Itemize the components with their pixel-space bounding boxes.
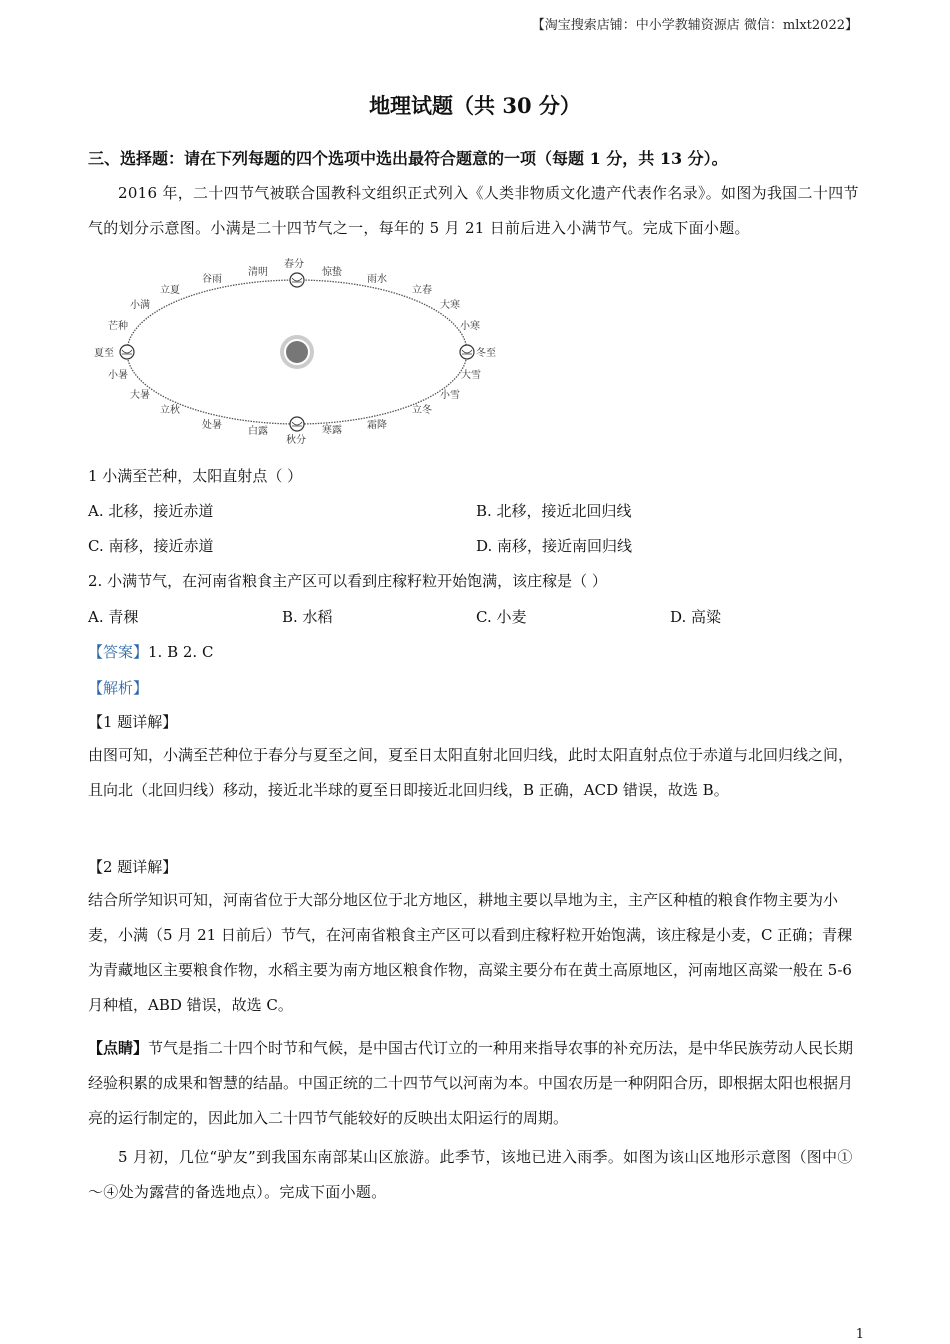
term-label-guyu: 谷雨 — [202, 274, 222, 285]
page-number: 1 — [855, 1327, 864, 1342]
detail-2-text: 结合所学知识可知，河南省位于大部分地区位于北方地区，耕地主要以旱地为主，主产区种植的粮食作物主要为小麦，小满（5 月 21 日前后）节气，在河南省粮食主产区可以看到庄稼籽粒开始饱满，该庄稼是小麦，C 正确；青稞为青藏地区主要粮食作物，水稻主要为南方地区粮食作物，高粱主要分布在黄土高原地区，河南地区高粱一般在 5-6 月种植，ABD 错误，故选 C。 — [88, 891, 853, 1014]
question-2-stem: 2. 小满节气，在河南省粮食主产区可以看到庄稼籽粒开始饱满，该庄稼是（ ） — [88, 572, 607, 590]
q1-option-c: C. 南移，接近赤道 — [88, 537, 214, 555]
detail-1-tag: 【1 题详解】 — [88, 713, 178, 731]
answer-line — [88, 641, 213, 662]
q2-option-d: D. 高粱 — [670, 608, 722, 626]
q2-option-b: B. 水稻 — [282, 608, 333, 626]
detail-1-text: 由图可知，小满至芒种位于春分与夏至之间，夏至日太阳直射北回归线，此时太阳直射点位于赤道与北回归线之间，且向北（北回归线）移动，接近北半球的夏至日即接近北回归线，B 正确，ACD 错误，故选 B。 — [88, 746, 854, 799]
term-label-xiaoshu: 小暑 — [108, 370, 128, 381]
tip-tag: 【点睛】 — [88, 1039, 149, 1057]
answer-tag: 【答案】 — [88, 643, 149, 661]
term-label-liqiu: 立秋 — [160, 405, 180, 416]
term-label-daxue: 大雪 — [461, 370, 481, 381]
page-title: 地理试题（共 30 分） — [369, 93, 581, 118]
term-label-lichun: 立春 — [412, 285, 432, 296]
term-label-shuangjiang: 霜降 — [367, 420, 387, 431]
q1-option-b: B. 北移，接近北回归线 — [476, 502, 632, 520]
section-heading: 三、选择题：请在下列每题的四个选项中选出最符合题意的一项（每题 1 分，共 13 分）。 — [88, 149, 728, 168]
tip-text: 节气是指二十四个时节和气候，是中国古代订立的一种用来指导农事的补充历法，是中华民族劳动人民长期经验积累的成果和智慧的结晶。中国正统的二十四节气以河南为本。中国农历是一种阴阳合历，即根据太阳也根据月亮的运行制定的，因此加入二十四节气能较好的反映出太阳运行的周期。 — [88, 1039, 854, 1127]
term-label-xiaohan: 小寒 — [460, 321, 480, 332]
term-label-mangzhong: 芒种 — [108, 321, 128, 332]
term-label-xiaoman: 小满 — [130, 300, 150, 311]
q1-option-a: A. 北移，接近赤道 — [88, 502, 214, 520]
solar-terms-svg — [88, 256, 500, 450]
earth-icon-autumn — [290, 417, 304, 431]
term-label-lidong: 立冬 — [412, 405, 432, 416]
solar-terms-diagram — [88, 256, 500, 450]
earth-icon-spring — [290, 273, 304, 287]
term-label-qingming: 清明 — [248, 267, 268, 278]
sun-icon — [286, 341, 308, 363]
earth-icon-winter — [460, 345, 474, 359]
term-label-chunfen: 春分 — [284, 259, 304, 270]
intro-paragraph: 2016 年，二十四节气被联合国教科文组织正式列入《人类非物质文化遗产代表作名录》。如图为我国二十四节气的划分示意图。小满是二十四节气之一，每年的 5 月 21 日前后进入小满节气。完成下面小题。 — [88, 184, 859, 237]
term-label-lixia: 立夏 — [160, 285, 180, 296]
term-label-hanlu: 寒露 — [322, 425, 342, 436]
term-label-jingzhe: 惊蛰 — [322, 267, 342, 278]
detail-2-tag: 【2 题详解】 — [88, 858, 178, 876]
term-label-yushui: 雨水 — [367, 274, 387, 285]
term-label-bailu: 白露 — [248, 426, 268, 437]
tip-paragraph — [88, 1031, 863, 1136]
term-label-xiazhi: 夏至 — [94, 348, 114, 359]
q2-option-a: A. 青稞 — [88, 608, 139, 626]
header-note: 【淘宝搜索店铺：中小学教辅资源店 微信：mlxt2022】 — [531, 18, 858, 33]
term-label-xiaoxue: 小雪 — [440, 390, 460, 401]
next-intro-paragraph: 5 月初，几位“驴友”到我国东南部某山区旅游。此季节，该地已进入雨季。如图为该山区地形示意图（图中①～④处为露营的备选地点）。完成下面小题。 — [88, 1148, 853, 1201]
term-label-dongzhi: 冬至 — [476, 348, 496, 359]
q2-option-c: C. 小麦 — [476, 608, 527, 626]
earth-icon-summer — [120, 345, 134, 359]
term-label-dahan: 大寒 — [440, 300, 460, 311]
term-label-qiufen: 秋分 — [286, 435, 306, 446]
term-label-dashu: 大暑 — [130, 390, 150, 401]
analysis-tag: 【解析】 — [88, 679, 149, 697]
answer-text: 1. B 2. C — [148, 643, 214, 661]
q1-option-d: D. 南移，接近南回归线 — [476, 537, 633, 555]
question-1-stem: 1 小满至芒种，太阳直射点（ ） — [88, 467, 303, 485]
term-label-chushu: 处暑 — [202, 420, 222, 431]
